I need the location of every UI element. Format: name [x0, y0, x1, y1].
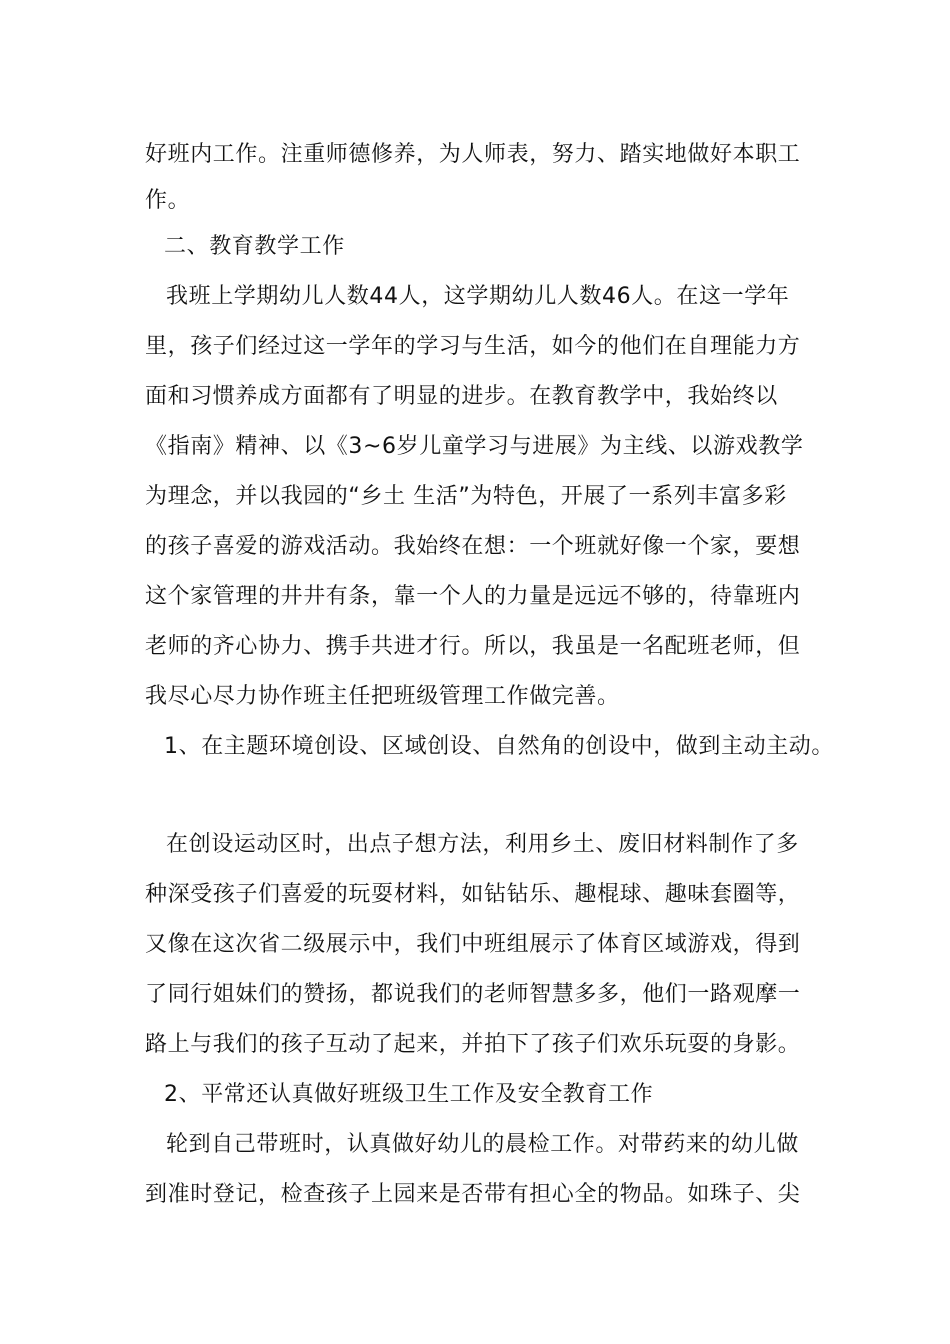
section-heading: 1、在主题环境创设、区域创设、自然角的创设中，做到主动主动。 [164, 734, 834, 759]
paragraph-line: 为理念，并以我园的“乡土 生活”为特色，开展了一系列丰富多彩 [145, 484, 787, 509]
paragraph-line: 路上与我们的孩子互动了起来，并拍下了孩子们欢乐玩耍的身影。 [145, 1032, 801, 1057]
paragraph-line: 面和习惯养成方面都有了明显的进步。在教育教学中，我始终以 [145, 384, 778, 409]
paragraph-line: 我班上学期幼儿人数44人，这学期幼儿人数46人。在这一学年 [166, 284, 790, 309]
paragraph-line: 《指南》精神、以《3~6岁儿童学习与进展》为主线、以游戏教学 [145, 434, 804, 459]
section-heading: 2、平常还认真做好班级卫生工作及安全教育工作 [164, 1082, 654, 1107]
paragraph-line: 在创设运动区时，出点子想方法，利用乡土、废旧材料制作了多 [166, 832, 799, 857]
section-heading: 二、教育教学工作 [164, 234, 345, 259]
paragraph-line: 又像在这次省二级展示中，我们中班组展示了体育区域游戏，得到 [145, 932, 801, 957]
paragraph-line: 里，孩子们经过这一学年的学习与生活，如今的他们在自理能力方 [145, 334, 801, 359]
paragraph-line: 的孩子喜爱的游戏活动。我始终在想：一个班就好像一个家，要想 [145, 534, 801, 559]
paragraph-line: 轮到自己带班时，认真做好幼儿的晨检工作。对带药来的幼儿做 [166, 1132, 799, 1157]
paragraph-line: 作。 [145, 188, 191, 213]
paragraph-line: 好班内工作。注重师德修养，为人师表，努力、踏实地做好本职工 [145, 142, 801, 167]
paragraph-line: 到准时登记，检查孩子上园来是否带有担心全的物品。如珠子、尖 [145, 1182, 801, 1207]
paragraph-line: 这个家管理的井井有条，靠一个人的力量是远远不够的，待靠班内 [145, 584, 801, 609]
paragraph-line: 种深受孩子们喜爱的玩耍材料，如钻钻乐、趣棍球、趣味套圈等， [145, 882, 801, 907]
paragraph-line: 了同行姐妹们的赞扬，都说我们的老师智慧多多，他们一路观摩一 [145, 982, 801, 1007]
paragraph-line: 我尽心尽力协作班主任把班级管理工作做完善。 [145, 684, 620, 709]
paragraph-line: 老师的齐心协力、携手共进才行。所以，我虽是一名配班老师，但 [145, 634, 801, 659]
